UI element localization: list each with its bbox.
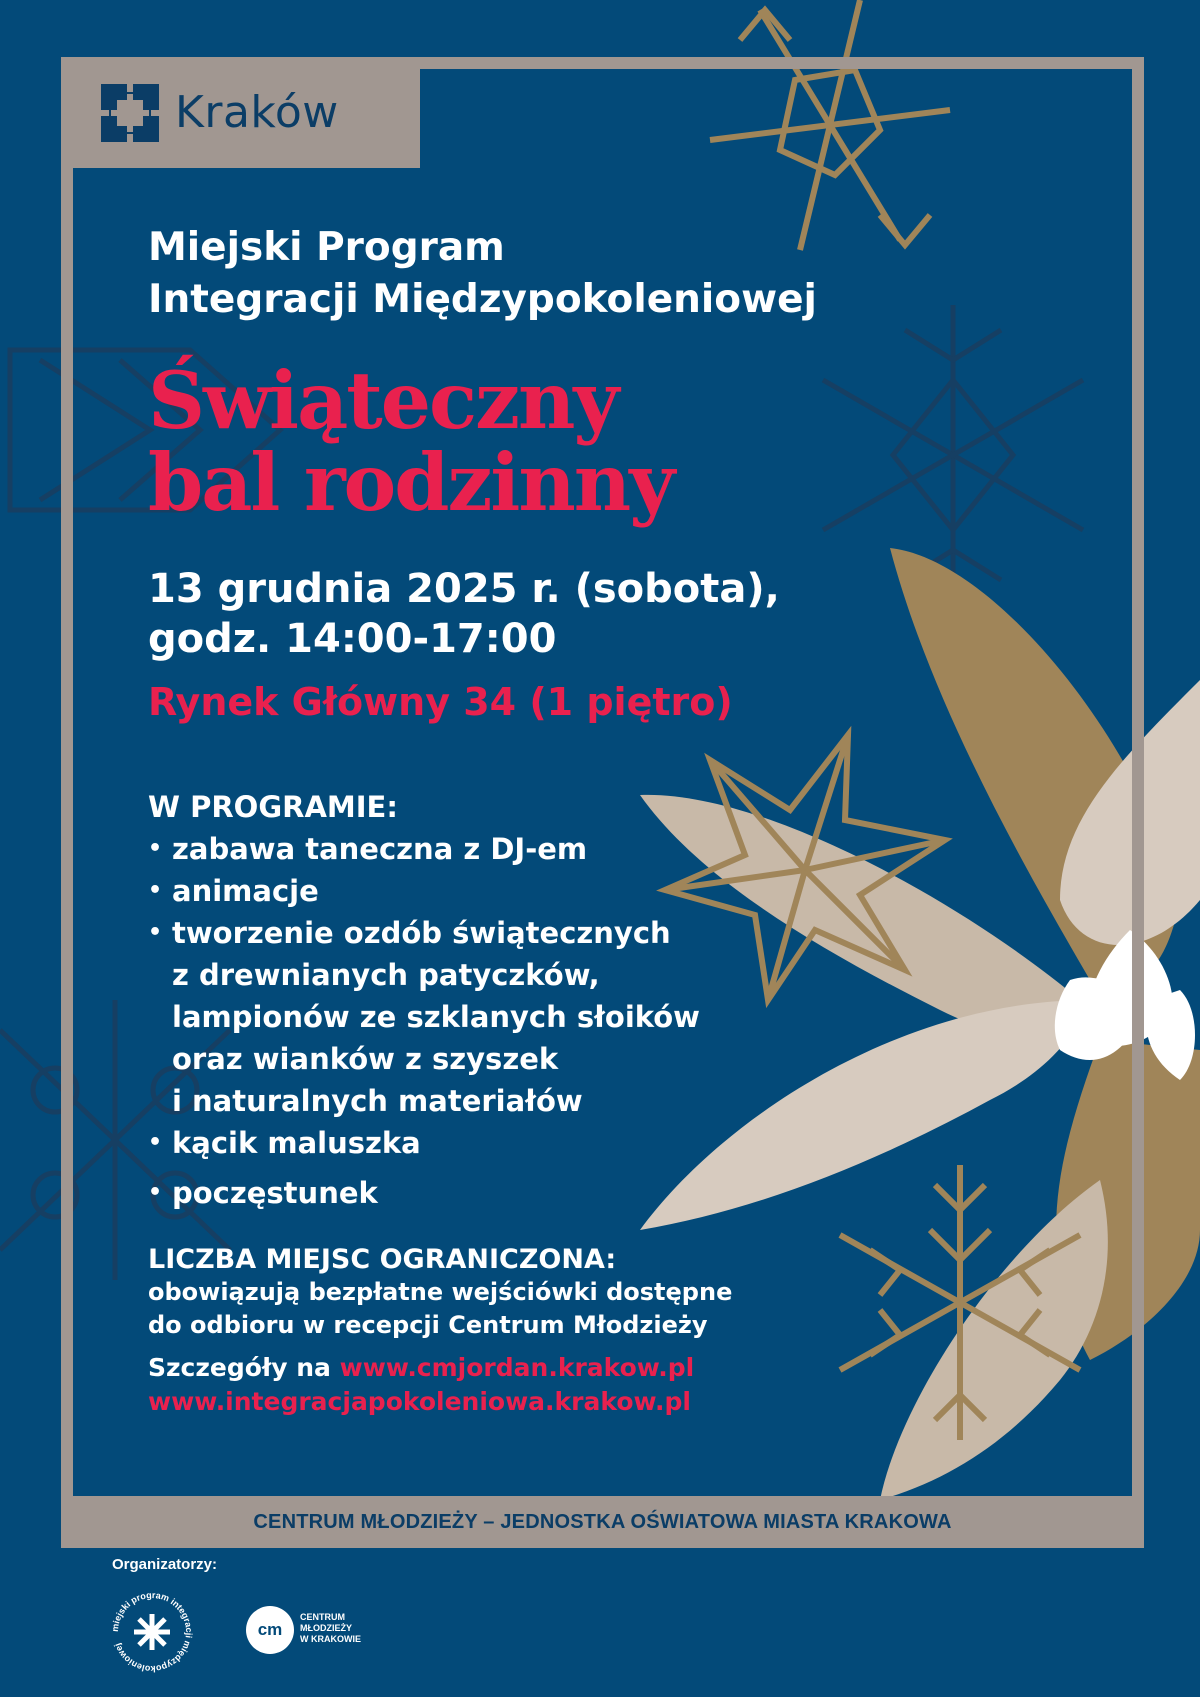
- youth-centre-logo-text: [300, 1612, 361, 1645]
- integration-program-logo-text: miejski program integracji międzypokoleniowej: [109, 1589, 195, 1675]
- event-time-line: godz. 14:00-17:00: [148, 616, 557, 662]
- programme-item: • animacje: [148, 870, 700, 912]
- program-title-line-1: Miejski Program: [148, 225, 505, 270]
- program-title: [148, 222, 868, 326]
- programme-item: • tworzenie ozdób świątecznych z drewnianych patyczków, lampionów ze szklanych słoików oraz wianków z szyszek i naturalnych materiałów: [148, 912, 700, 1122]
- youth-centre-logo: [246, 1606, 386, 1656]
- seat-limit-heading: LICZBA MIEJSC OGRANICZONA:: [148, 1244, 617, 1275]
- programme-item: • kącik maluszka: [148, 1122, 700, 1164]
- krakow-logo: [61, 57, 420, 168]
- program-title-line-2: Integracji Międzypokoleniowej: [148, 277, 817, 322]
- organizers-label: Organizatorzy:: [112, 1556, 218, 1573]
- youth-centre-line: MŁODZIEŻY: [300, 1623, 352, 1633]
- event-title: [148, 354, 674, 529]
- programme-item: • poczęstunek: [148, 1172, 700, 1214]
- programme-item: • zabawa taneczna z DJ-em: [148, 828, 700, 870]
- youth-centre-logo-icon: cm: [246, 1606, 294, 1654]
- seat-limit-line: do odbioru w recepcji Centrum Młodzieży: [148, 1311, 708, 1339]
- youth-centre-line: W KRAKOWIE: [300, 1634, 361, 1644]
- event-title-line-2: bal rodzinny: [148, 436, 674, 529]
- seat-limit-note: [148, 1243, 732, 1342]
- event-date: [148, 564, 780, 664]
- event-place: Rynek Główny 34 (1 piętro): [148, 680, 733, 724]
- integration-program-logo-icon: [106, 1586, 198, 1678]
- youth-centre-line: CENTRUM: [300, 1612, 345, 1622]
- footer-bar: CENTRUM MŁODZIEŻY – JEDNOSTKA OŚWIATOWA MIASTA KRAKOWA: [61, 1496, 1144, 1548]
- details-prefix: Szczegóły na: [148, 1353, 331, 1382]
- logo-city-name: Kraków: [175, 87, 339, 138]
- event-title-line-1: Świąteczny: [148, 354, 618, 447]
- programme-list: [148, 828, 700, 1214]
- krakow-logo-icon: [101, 84, 159, 142]
- website-link-integracja[interactable]: www.integracjapokoleniowa.krakow.pl: [148, 1387, 691, 1416]
- details-section: [148, 1351, 694, 1419]
- website-link-cmjordan[interactable]: www.cmjordan.krakow.pl: [339, 1353, 695, 1382]
- event-date-line-1: 13 grudnia 2025 r. (sobota),: [148, 566, 780, 612]
- programme-heading: W PROGRAMIE:: [148, 790, 398, 824]
- programme-section: [148, 786, 700, 1214]
- seat-limit-line: obowiązują bezpłatne wejściówki dostępne: [148, 1278, 733, 1306]
